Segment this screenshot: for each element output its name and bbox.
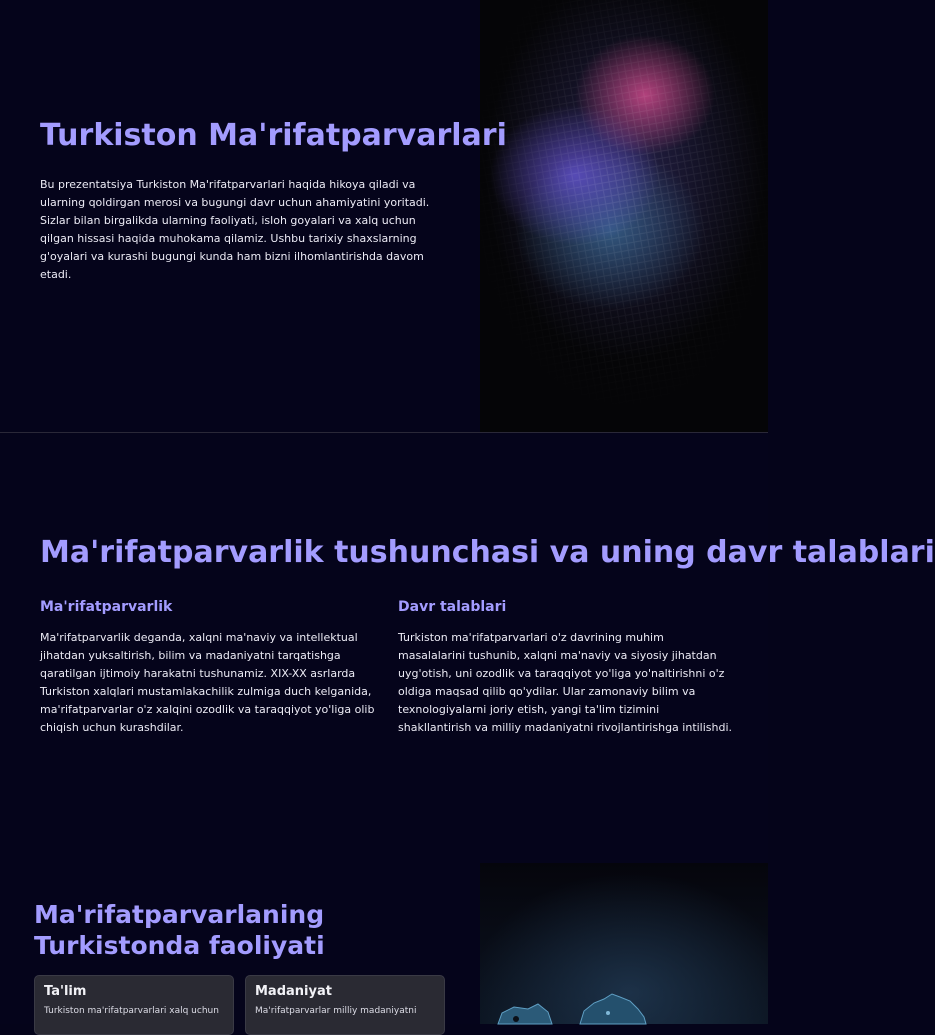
card-education [34, 975, 234, 1035]
concept-title: Ma'rifatparvarlik tushunchasi va uning davr talablari [40, 535, 935, 570]
map-illustration-image [480, 863, 768, 1024]
abstract-pattern-image [480, 0, 768, 432]
card-heading: Ta'lim [44, 984, 87, 999]
card-culture [245, 975, 445, 1035]
activity-title: Ma'rifatparvarlaning Turkistonda faoliyati [34, 900, 325, 960]
card-heading: Madaniyat [255, 984, 332, 999]
concept-slide [0, 433, 935, 863]
hero-slide [0, 0, 768, 433]
column-heading: Davr talablari [398, 599, 507, 615]
hero-title: Turkiston Ma'rifatparvarlari [40, 118, 507, 153]
column-text: Ma'rifatparvarlik deganda, xalqni ma'naviy va intellektual jihatdan yuksaltirish, bilim va madaniyatni tarqatishga qaratilgan ijtimoiy harakatni tushunamiz. XIX-XX asrlarda Turkiston xalqlari mustamlakachilik zulmiga duch kelganida, ma'rifatparvarlar o'z xalqini ozodlik va taraqqiyot yo'liga olib chiqish uchun kurashdilar. [40, 631, 375, 734]
column-text: Turkiston ma'rifatparvarlari o'z davrining muhim masalalarini tushunib, xalqni ma'naviy va siyosiy jihatdan uyg'otish, uni ozodlik va taraqqiyot yo'liga yo'naltirishni o'z oldiga maqsad qilib qo'ydilar. Ular zamonaviy bilim va texnologiyalarni joriy etish, yangi ta'lim tizimini shakllantirish va milliy madaniyatni rivojlantirishga intilishdi. [398, 631, 733, 734]
activity-slide [0, 863, 768, 1024]
hero-description: Bu prezentatsiya Turkiston Ma'rifatparvarlari haqida hikoya qiladi va ularning qoldirgan merosi va bugungi davr uchun ahamiyatini yoritadi. Sizlar bilan birgalikda ularning faoliyati, isloh goyalari va xalq uchun qilgan hissasi haqida muhokama qilamiz. Ushbu tarixiy shaxslarning g'oyalari va kurashi bugungi kunda ham bizni ilhomlantirishda davom etadi. [40, 178, 430, 281]
column-heading: Ma'rifatparvarlik [40, 599, 173, 615]
map-shapes-icon [480, 863, 768, 1024]
card-text: Ma'rifatparvarlar milliy madaniyatni [255, 1006, 417, 1016]
pattern-texture-icon [480, 0, 768, 432]
concept-column-enlightenment [40, 599, 375, 737]
card-text: Turkiston ma'rifatparvarlari xalq uchun [44, 1006, 219, 1016]
concept-column-era-demands [398, 599, 733, 737]
